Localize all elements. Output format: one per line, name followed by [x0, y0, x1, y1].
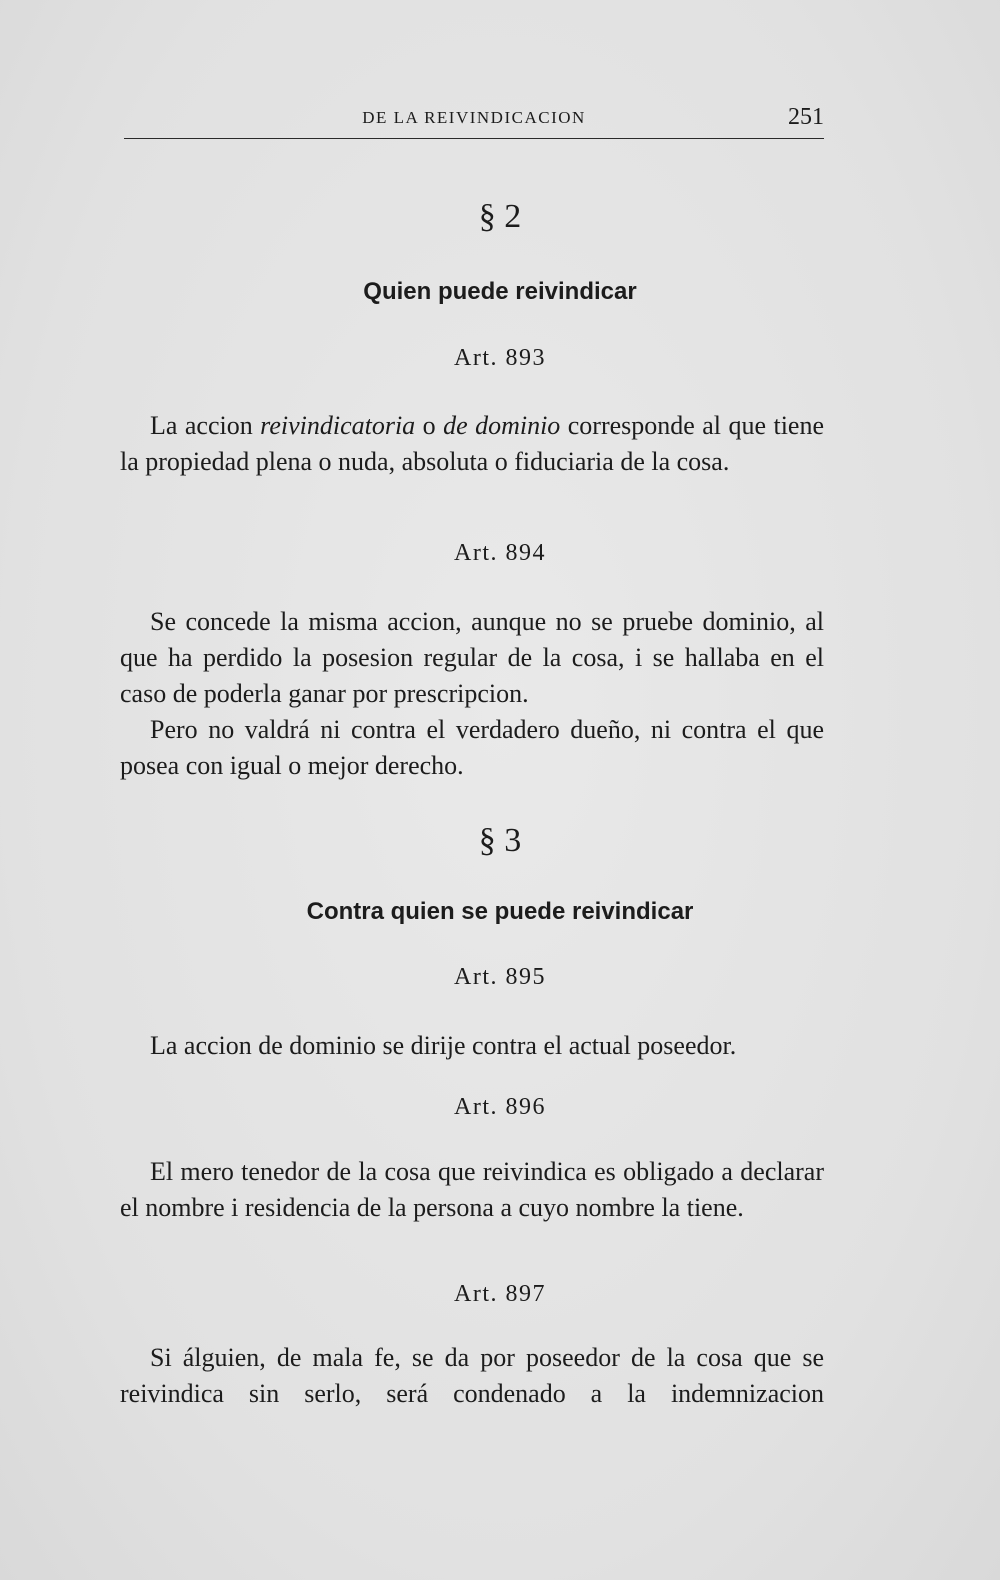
article-text-894-paragraph-1: Se concede la misma accion, aunque no se pruebe dominio, al que ha perdido la posesion regular de la cosa, i se hallaba en el caso de poderla ganar por prescripcion. [120, 607, 824, 708]
section-title-2: Quien puede reivindicar [363, 278, 637, 305]
article-text-893-mid: o [415, 411, 444, 440]
article-text-897: Si álguien, de mala fe, se da por poseedor de la cosa que se reivindica sin serlo, será condenado a la indemnizacion [120, 1343, 824, 1408]
article-text-893-post: corresponde al que tiene la propiedad plena o nuda, absoluta o fiduciaria de la cosa. [120, 411, 825, 476]
article-text-894-paragraph-2: Pero no valdrá ni contra el verdadero dueño, ni contra el que posea con igual o mejor derecho. [120, 715, 824, 780]
article-heading-897: Art. 897 [454, 1281, 546, 1307]
article-text-895: La accion de dominio se dirije contra el actual poseedor. [150, 1031, 737, 1060]
page-number: 251 [788, 104, 824, 130]
article-heading-894: Art. 894 [454, 540, 546, 566]
section-title-3: Contra quien se puede reivindicar [306, 898, 694, 925]
article-text-896: El mero tenedor de la cosa que reivindica es obligado a declarar el nombre i residencia de la persona a cuyo nombre la tiene. [120, 1157, 824, 1222]
article-heading-895: Art. 895 [454, 964, 546, 990]
article-text-893 [120, 408, 824, 480]
article-text-893-italic-1: reivindicatoria [260, 411, 416, 440]
article-heading-893: Art. 893 [454, 345, 546, 371]
article-text-893-pre: La accion [150, 411, 261, 440]
section-mark-3: § 3 [478, 822, 522, 859]
article-heading-896: Art. 896 [454, 1094, 546, 1120]
running-header [124, 102, 824, 139]
section-mark-2: § 2 [478, 198, 522, 235]
article-text-893-italic-2: de dominio [443, 411, 561, 440]
running-title: DE LA REIVINDICACION [362, 108, 586, 127]
